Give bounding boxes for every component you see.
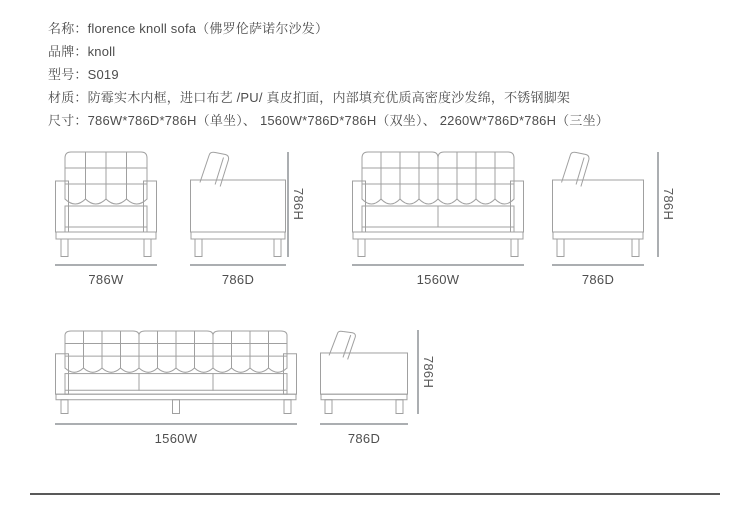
single-height-dimension-label: 786H	[291, 187, 306, 221]
double-sofa-side-view-drawing	[552, 151, 644, 257]
single-height-dimension-line	[287, 152, 289, 257]
double-height-dimension-line	[657, 152, 659, 257]
double-sofa-front-view-drawing	[352, 151, 524, 257]
spec-list	[48, 17, 708, 132]
double-width-dimension-label: 1560W	[416, 272, 460, 287]
double-depth-dimension-label: 786D	[581, 272, 615, 287]
triple-depth-dimension-line	[320, 423, 408, 425]
triple-sofa-front-view-drawing	[55, 330, 297, 414]
triple-width-dimension-line	[55, 423, 297, 425]
spec-brand: 品牌：knoll	[48, 44, 116, 59]
bottom-divider-bar	[30, 493, 720, 495]
triple-depth-dimension-label: 786D	[347, 431, 381, 446]
single-sofa-front-view-drawing	[55, 151, 157, 257]
spec-dimensions: 尺寸：786W*786D*786H（单坐）、 1560W*786D*786H（双坐）、 2260W*786D*786H（三坐）	[48, 113, 609, 128]
single-width-dimension-line	[55, 264, 157, 266]
single-sofa-side-view-drawing	[190, 151, 286, 257]
spec-model: 型号：S019	[48, 67, 119, 82]
triple-height-dimension-label: 786H	[421, 355, 436, 389]
single-depth-dimension-label: 786D	[221, 272, 255, 287]
triple-sofa-side-view-drawing	[320, 330, 408, 414]
triple-width-dimension-label: 1560W	[154, 431, 198, 446]
triple-height-dimension-line	[417, 330, 419, 414]
double-width-dimension-line	[352, 264, 524, 266]
single-depth-dimension-line	[190, 264, 286, 266]
spec-product-name: 名称：florence knoll sofa（佛罗伦萨诺尔沙发）	[48, 21, 329, 36]
spec-material: 材质：防霉实木内框，进口布艺 /PU/ 真皮扪面，内部填充优质高密度沙发绵，不锈钢脚架	[48, 90, 571, 105]
double-depth-dimension-line	[552, 264, 644, 266]
single-width-dimension-label: 786W	[88, 272, 124, 287]
double-height-dimension-label: 786H	[661, 187, 676, 221]
